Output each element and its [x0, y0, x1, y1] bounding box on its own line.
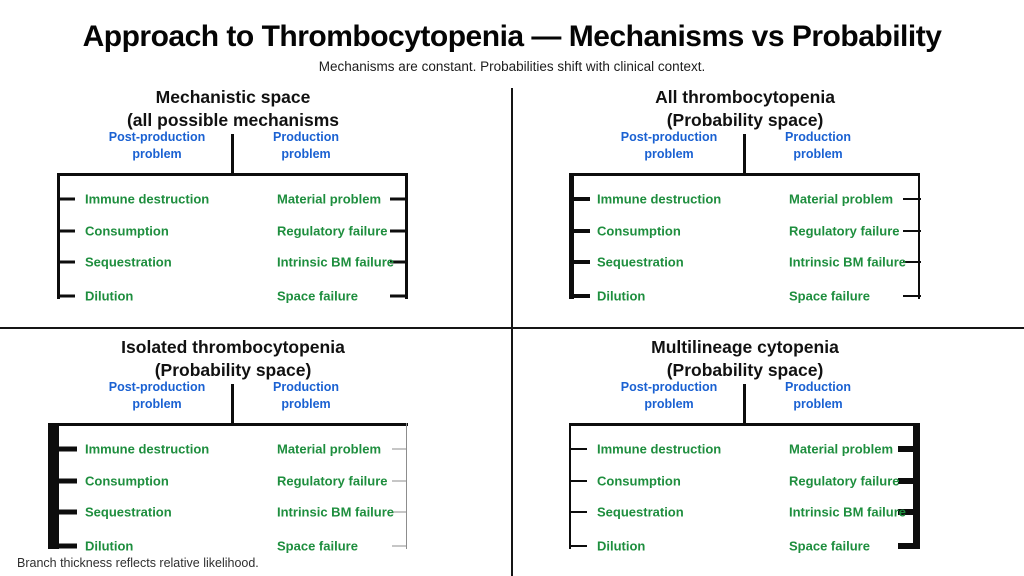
branch-label-post-production: Post-production problem: [620, 380, 718, 411]
branch-tick: [569, 294, 590, 298]
branch-tick: [48, 447, 77, 452]
quadrant-title-line1: Multilineage cytopenia: [651, 337, 839, 357]
mechanism-item: Space failure: [789, 288, 870, 304]
branch-tick: [903, 198, 921, 200]
right-branch-line: [913, 423, 920, 549]
mechanism-item: Regulatory failure: [789, 473, 900, 489]
mechanism-item: Intrinsic BM failure: [789, 254, 907, 270]
page-subtitle: Mechanisms are constant. Probabilities shift with clinical context.: [318, 59, 706, 74]
mechanism-item: Immune destruction: [85, 191, 210, 207]
mechanism-item: Dilution: [85, 288, 134, 304]
branch-tick: [569, 448, 587, 450]
mechanism-item: Consumption: [85, 223, 169, 239]
trunk-line: [743, 134, 746, 176]
branch-tick: [48, 479, 77, 484]
footnote: Branch thickness reflects relative likelihood.: [17, 556, 259, 570]
mechanism-item: Regulatory failure: [277, 223, 388, 239]
quadrant-mechanistic-space: [0, 85, 512, 330]
quadrant-title-line2: (Probability space): [666, 110, 824, 130]
branch-bar: [569, 173, 920, 176]
mechanism-item: Intrinsic BM failure: [277, 504, 395, 520]
mechanism-item: Consumption: [597, 473, 681, 489]
branch-tick: [392, 546, 407, 547]
mechanism-item: Regulatory failure: [789, 223, 900, 239]
left-branch-line: [569, 423, 571, 549]
branch-label-production: Production problem: [273, 130, 339, 161]
branch-tick: [569, 197, 590, 201]
left-branch-line: [569, 173, 574, 299]
quadrant-title-line1: Mechanistic space: [155, 87, 311, 107]
mechanism-item: Material problem: [789, 441, 894, 457]
left-branch-line: [48, 423, 59, 549]
page-title: Approach to Thrombocytopenia — Mechanisms vs Probability: [82, 20, 942, 53]
branch-tick: [569, 260, 590, 264]
branch-bar: [57, 423, 408, 426]
trunk-line: [743, 384, 746, 426]
branch-tick: [903, 295, 921, 297]
branch-tick: [898, 446, 920, 452]
quadrant-all-thrombocytopenia: [512, 85, 1024, 330]
mechanism-item: Dilution: [85, 538, 134, 554]
right-branch-line: [405, 173, 408, 299]
mechanism-item: Regulatory failure: [277, 473, 388, 489]
branch-tick: [57, 295, 75, 298]
branch-tick: [392, 481, 407, 482]
branch-bar: [569, 423, 920, 426]
left-branch-line: [57, 173, 60, 299]
mechanism-item: Immune destruction: [85, 441, 210, 457]
mechanism-item: Space failure: [789, 538, 870, 554]
branch-bar: [57, 173, 408, 176]
branch-label-post-production: Post-production problem: [620, 130, 718, 161]
right-branch-line: [406, 423, 407, 549]
mechanism-item: Immune destruction: [597, 191, 722, 207]
trunk-line: [231, 384, 234, 426]
branch-tick: [390, 198, 408, 201]
branch-tick: [390, 230, 408, 233]
mechanism-item: Sequestration: [85, 504, 172, 520]
trunk-line: [231, 134, 234, 176]
branch-tick: [903, 230, 921, 232]
branch-tick: [569, 545, 587, 547]
quadrant-title: [520, 336, 970, 382]
branch-label-production: Production problem: [785, 130, 851, 161]
quadrant-title-line2: (Probability space): [666, 360, 824, 380]
mechanism-item: Sequestration: [85, 254, 172, 270]
branch-tick: [569, 511, 587, 513]
mechanism-item: Material problem: [789, 191, 894, 207]
branch-tick: [392, 512, 407, 513]
branch-tick: [898, 543, 920, 549]
mechanism-item: Sequestration: [597, 504, 684, 520]
branch-tick: [57, 261, 75, 264]
quadrant-title: [520, 86, 970, 132]
branch-label-post-production: Post-production problem: [108, 380, 206, 411]
quadrant-title: [8, 336, 458, 382]
branch-tick: [569, 480, 587, 482]
mechanism-item: Material problem: [277, 441, 382, 457]
branch-tick: [57, 230, 75, 233]
mechanism-item: Immune destruction: [597, 441, 722, 457]
quadrant-title-line2: (Probability space): [154, 360, 312, 380]
mechanism-item: Sequestration: [597, 254, 684, 270]
mechanism-item: Space failure: [277, 538, 358, 554]
branch-tick: [898, 478, 920, 484]
branch-tick: [57, 198, 75, 201]
branch-tick: [392, 449, 407, 450]
mechanism-item: Dilution: [597, 288, 646, 304]
branch-tick: [48, 544, 77, 549]
quadrant-title-line2: (all possible mechanisms: [126, 110, 340, 130]
branch-tick: [569, 229, 590, 233]
quadrant-isolated-thrombocytopenia: [0, 335, 512, 576]
quadrant-title-line1: Isolated thrombocytopenia: [121, 337, 345, 357]
quadrant-title: [8, 86, 458, 132]
mechanism-item: Space failure: [277, 288, 358, 304]
mechanism-item: Material problem: [277, 191, 382, 207]
quadrant-title-line1: All thrombocytopenia: [655, 87, 835, 107]
branch-label-post-production: Post-production problem: [108, 130, 206, 161]
mechanism-item: Intrinsic BM failure: [789, 504, 907, 520]
mechanism-item: Intrinsic BM failure: [277, 254, 395, 270]
quadrant-multilineage-cytopenia: [512, 335, 1024, 576]
branch-label-production: Production problem: [273, 380, 339, 411]
mechanism-item: Consumption: [597, 223, 681, 239]
mechanism-item: Dilution: [597, 538, 646, 554]
branch-label-production: Production problem: [785, 380, 851, 411]
branch-tick: [390, 295, 408, 298]
right-branch-line: [918, 173, 920, 299]
branch-tick: [48, 510, 77, 515]
mechanism-item: Consumption: [85, 473, 169, 489]
